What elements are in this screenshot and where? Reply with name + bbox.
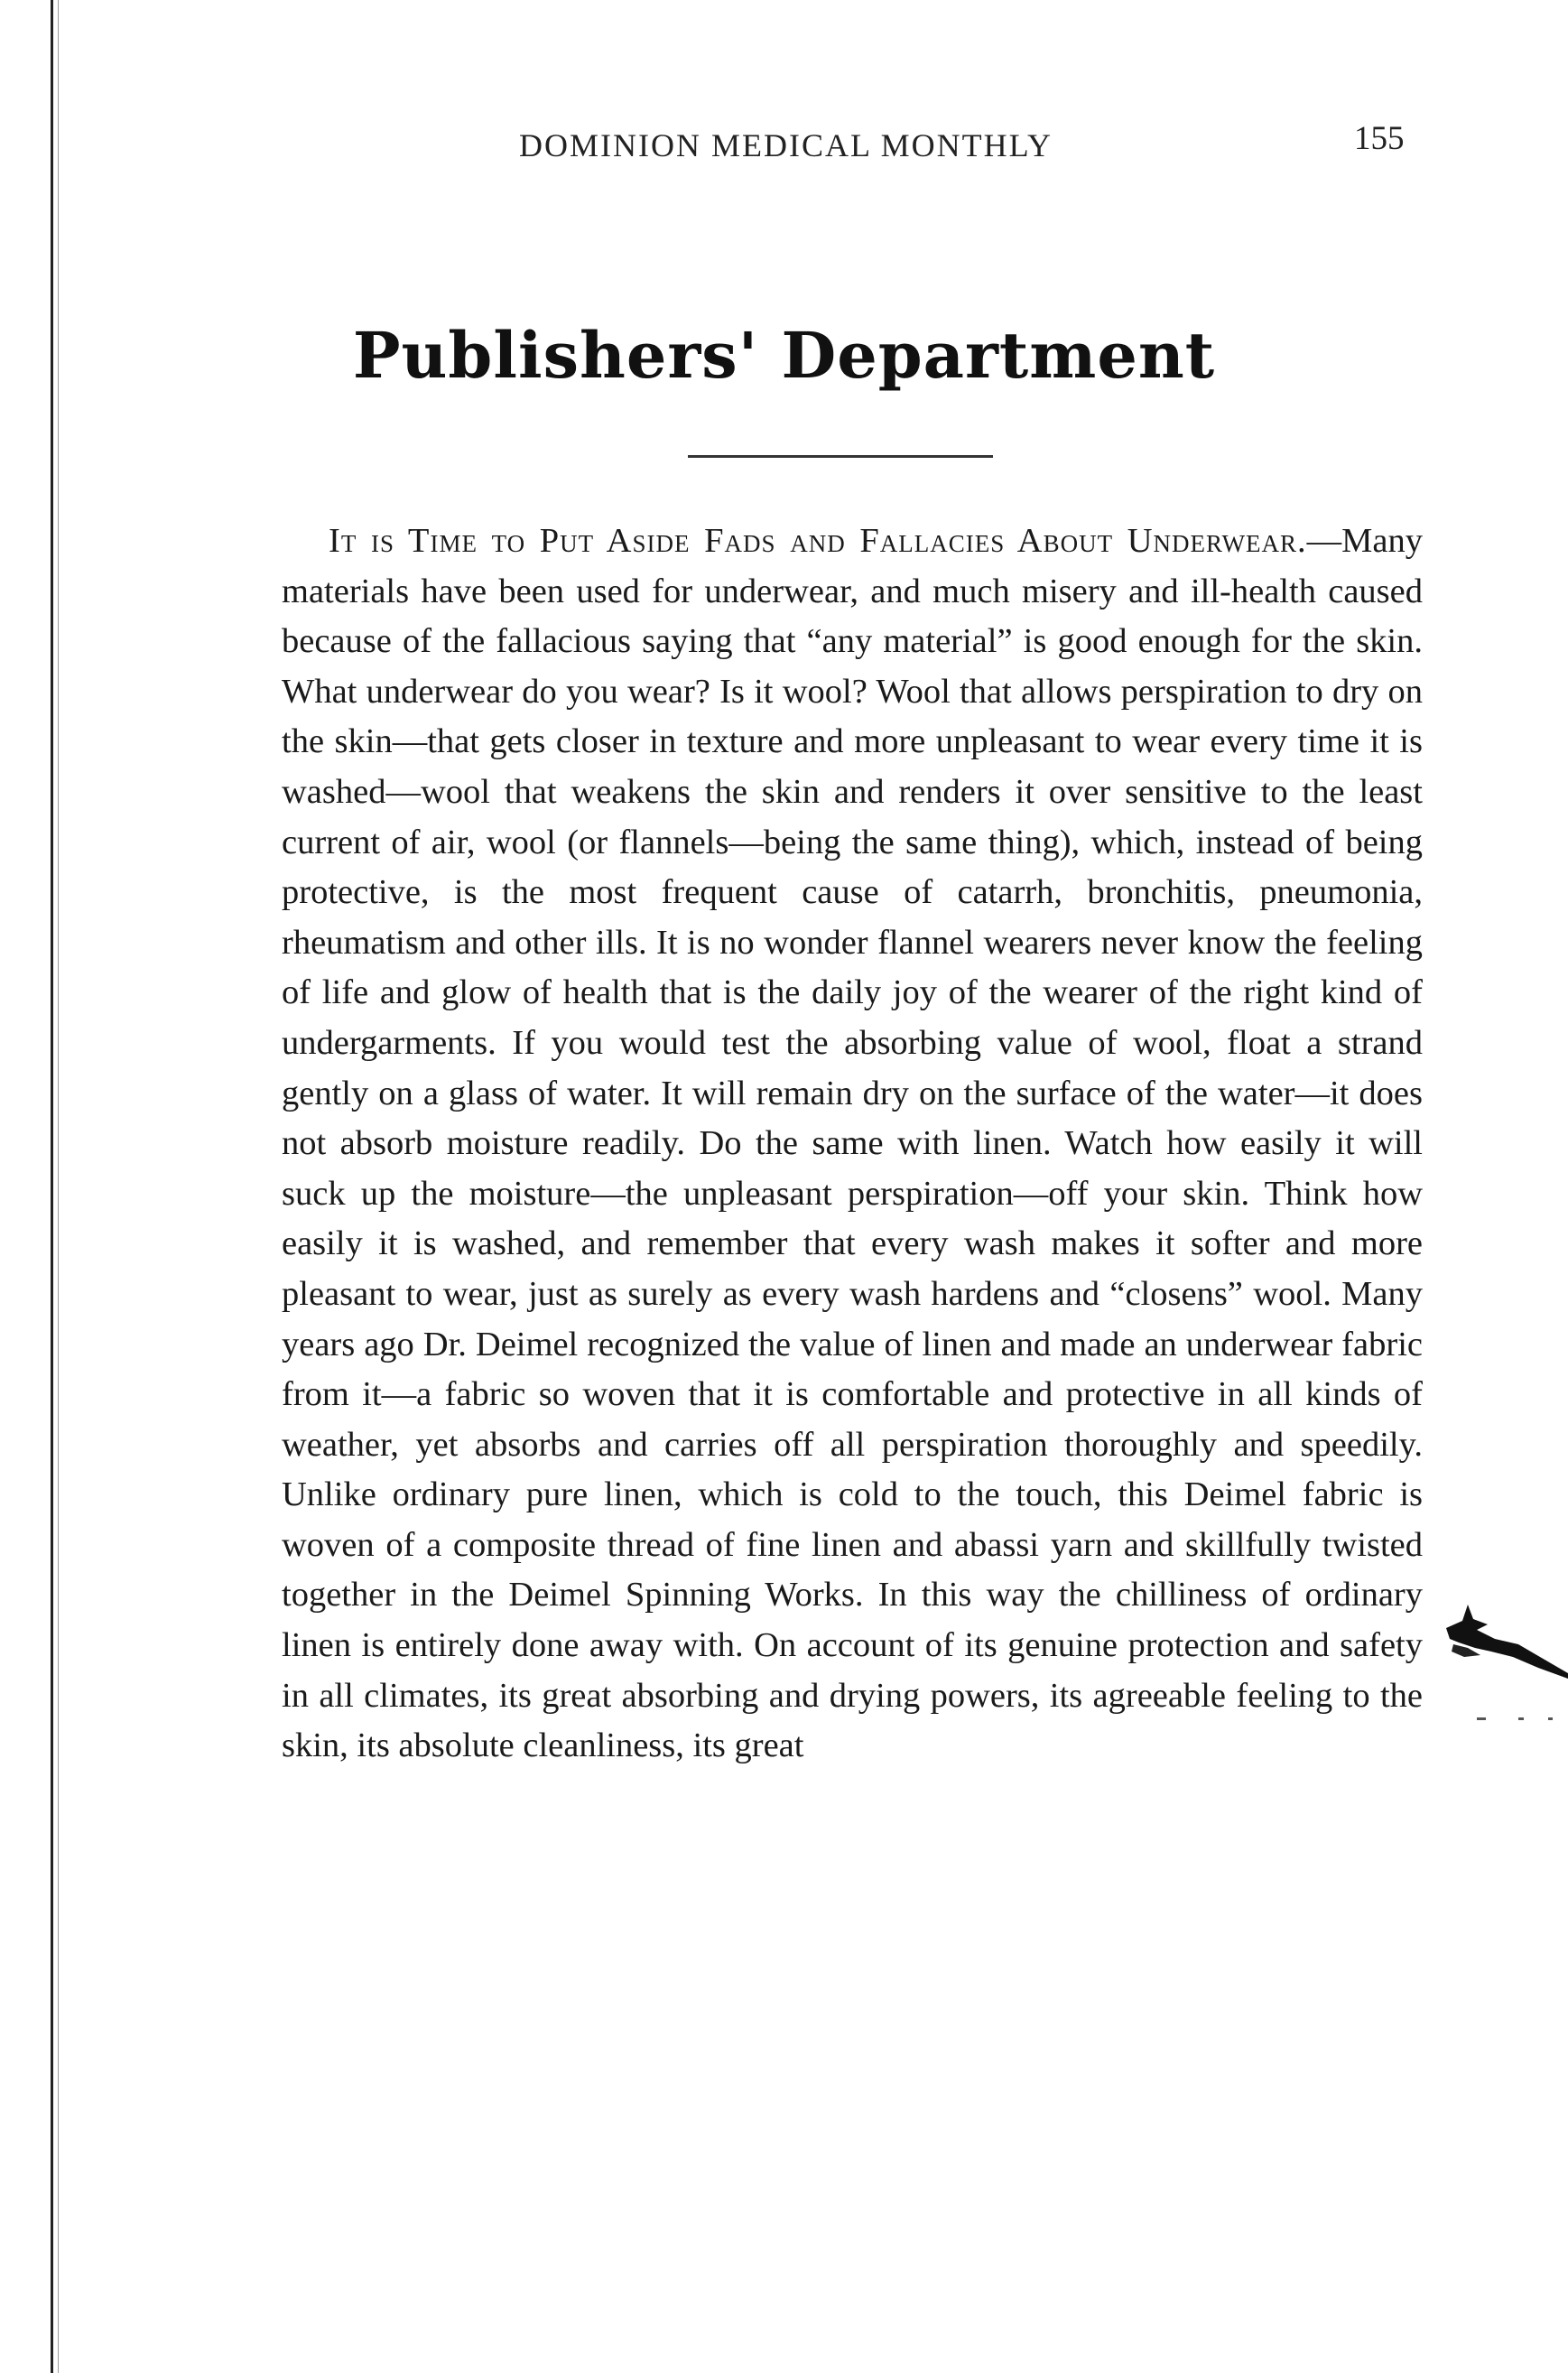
margin-speck <box>1518 1717 1524 1720</box>
page-number: 155 <box>1354 120 1405 157</box>
ink-blot-mark <box>1441 1585 1568 1684</box>
running-head-journal-title: DOMINION MEDICAL MONTHLY <box>519 127 1053 163</box>
department-title: Publishers' Department <box>352 318 1216 393</box>
margin-speck <box>1548 1717 1553 1720</box>
article-body: —Many materials have been used for underwear, and much misery and ill-health caused because of the fallacious saying that “any material” is good enough for the skin. What underwear do you wear? Is it wool? Wool that allows perspiration to dry on the skin—that gets closer in texture and more unpleasant to wear every time it is washed—wool that weakens the skin and renders it over sensitive to the least current of air, wool (or flannels—being the same thing), which, instead of being protective, is the most frequent cause of catarrh, bronchitis, pneumonia, rheumatism and other ills. It is no wonder flannel wearers never know the feeling of life and glow of health that is the daily joy of the wearer of the right kind of undergarments. If you would test the absorbing value of wool, float a strand gently on a glass of water. It will remain dry on the surface of the water—it does not absorb moisture readily. Do the same with linen. Watch how easily it will suck up the moisture—the unpleasant perspiration—off your skin. Think how easily it is washed, and remember that every wash makes it softer and more pleasant to wear, just as surely as every wash hardens and “closens” wool. Many years ago Dr. Deimel recognized the value of linen and made an underwear fabric from it—a fabric so woven that it is comfortable and protective in all kinds of weather, yet absorbs and carries off all perspiration thoroughly and speedily. Unlike ordinary pure linen, which is cold to the touch, this Deimel fabric is woven of a composite thread of fine linen and abassi yarn and skillfully twisted together in the Deimel Spinning Works. In this way the chilliness of ordinary linen is entirely done away with. On account of its genuine protection and safety in all climates, its great absorbing and drying powers, its agreeable feeling to the skin, its absolute cleanliness, its great <box>282 522 1423 1765</box>
article-paragraph <box>282 516 1423 1772</box>
margin-speck <box>1477 1717 1486 1720</box>
title-divider-rule <box>688 455 993 458</box>
article-headline: It is Time to Put Aside Fads and Fallacies About Underwear. <box>329 522 1307 560</box>
